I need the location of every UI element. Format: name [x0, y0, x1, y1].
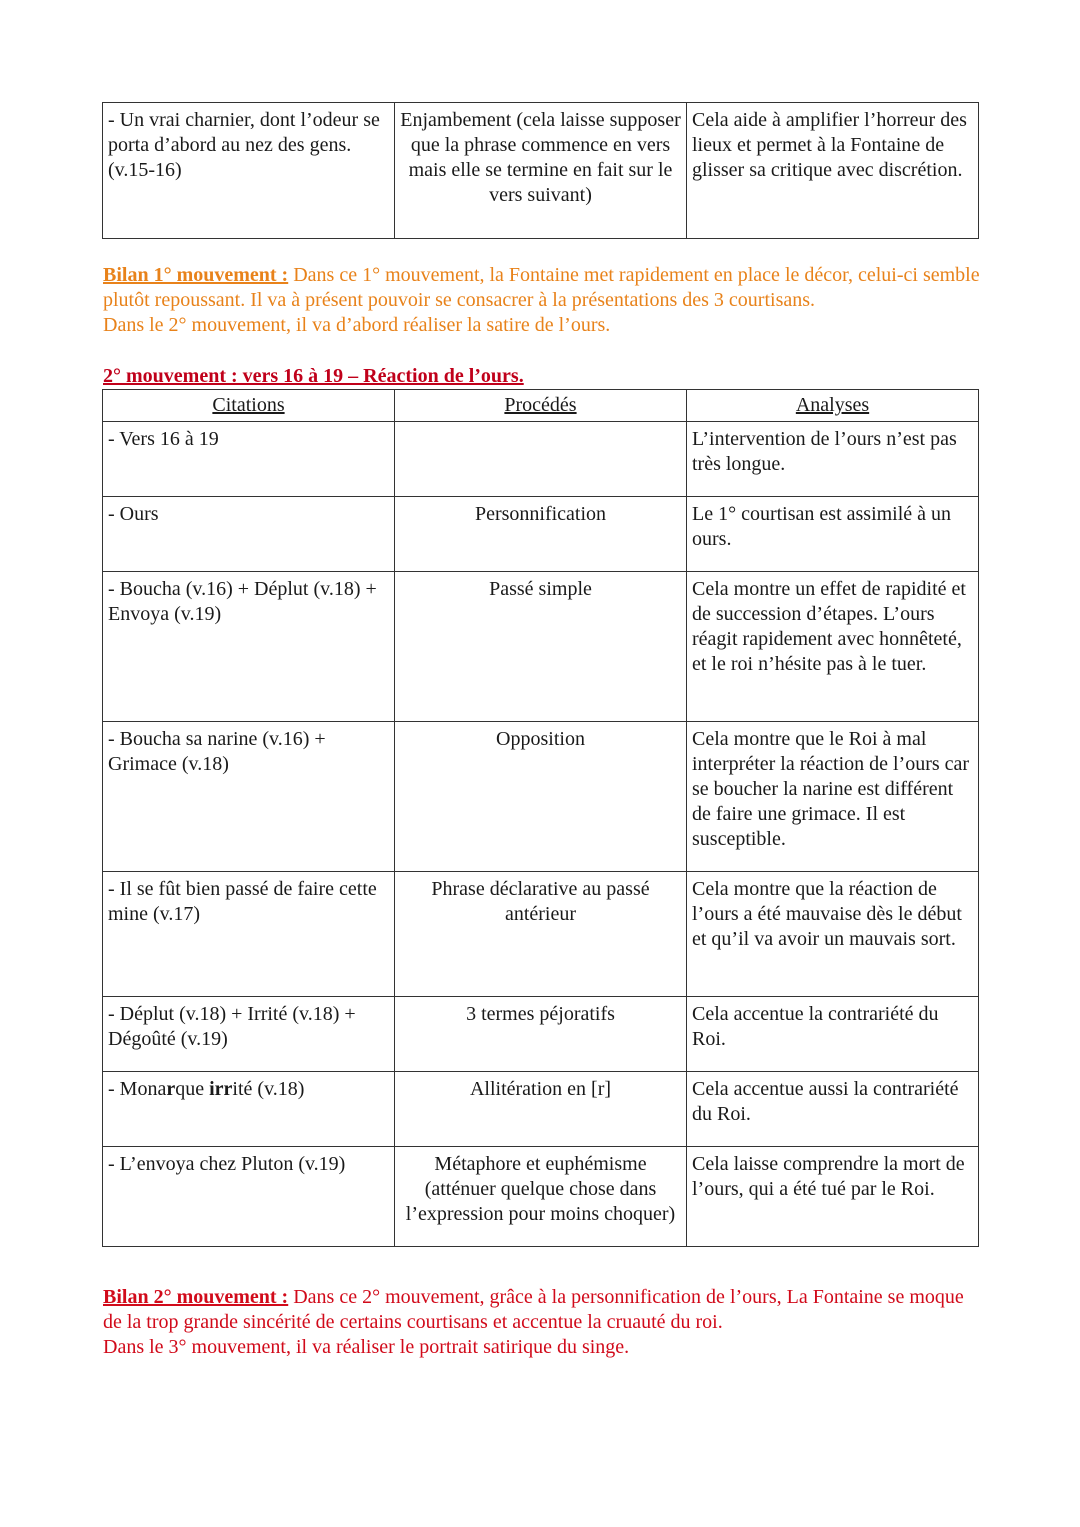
- procede-cell: Allitération en [r]: [395, 1072, 687, 1147]
- bilan1-lead: Bilan 1° mouvement :: [103, 264, 289, 286]
- table-movement1-end: [102, 102, 979, 239]
- table-row: [103, 572, 979, 722]
- section-title-movement2: 2° mouvement : vers 16 à 19 – Réaction de l’ours.: [103, 365, 524, 387]
- analyse-cell: Cela montre que le Roi à mal interpréter la réaction de l’ours car se boucher la narine est différent de faire une grimace. Il est susceptible.: [687, 722, 979, 872]
- header-procedes: Procédés: [395, 390, 687, 422]
- header-analyses: Analyses: [687, 390, 979, 422]
- bilan1-next: Dans le 2° mouvement, il va d’abord réaliser la satire de l’ours.: [103, 314, 611, 336]
- analyse-cell: Cela accentue la contrariété du Roi.: [687, 997, 979, 1072]
- table-row: [103, 1147, 979, 1247]
- bilan1-text: Dans ce 1° mouvement, la Fontaine met rapidement en place le décor, celui-ci semble plutôt repoussant. Il va à présent pouvoir se consacrer à la présentations des 3 courtisans.: [103, 264, 980, 311]
- procede-cell: 3 termes péjoratifs: [395, 997, 687, 1072]
- table-row: [103, 1072, 979, 1147]
- bilan-movement1: [103, 263, 983, 338]
- analyse-cell: Cela aide à amplifier l’horreur des lieux et permet à la Fontaine de glisser sa critique avec discrétion.: [687, 103, 979, 239]
- citation-cell: - Ours: [103, 497, 395, 572]
- citation-cell: - Vers 16 à 19: [103, 422, 395, 497]
- table-row: [103, 997, 979, 1072]
- procede-cell: Phrase déclarative au passé antérieur: [395, 872, 687, 997]
- citation-cell: - L’envoya chez Pluton (v.19): [103, 1147, 395, 1247]
- procede-cell: [395, 422, 687, 497]
- table-row: [103, 497, 979, 572]
- citation-cell: - Boucha (v.16) + Déplut (v.18) + Envoya (v.19): [103, 572, 395, 722]
- citation-cell: - Un vrai charnier, dont l’odeur se porta d’abord au nez des gens. (v.15-16): [103, 103, 395, 239]
- analyse-cell: Cela accentue aussi la contrariété du Roi.: [687, 1072, 979, 1147]
- table-row: [103, 722, 979, 872]
- table-row: [103, 103, 979, 239]
- header-citations: Citations: [103, 390, 395, 422]
- bilan-movement2: [103, 1285, 983, 1360]
- table-header-row: [103, 390, 979, 422]
- analyse-cell: Le 1° courtisan est assimilé à un ours.: [687, 497, 979, 572]
- analyse-cell: L’intervention de l’ours n’est pas très longue.: [687, 422, 979, 497]
- bilan2-next: Dans le 3° mouvement, il va réaliser le portrait satirique du singe.: [103, 1336, 630, 1358]
- procede-cell: Métaphore et euphémisme (atténuer quelque chose dans l’expression pour moins choquer): [395, 1147, 687, 1247]
- procede-cell: Opposition: [395, 722, 687, 872]
- procede-cell: Personnification: [395, 497, 687, 572]
- citation-cell: - Monarque irrité (v.18): [103, 1072, 395, 1147]
- table-movement2: [102, 389, 979, 1247]
- procede-cell: Enjambement (cela laisse supposer que la phrase commence en vers mais elle se termine en fait sur le vers suivant): [395, 103, 687, 239]
- bilan2-text: Dans ce 2° mouvement, grâce à la personnification de l’ours, La Fontaine se moque de la trop grande sincérité de certains courtisans et accentue la cruauté du roi.: [103, 1286, 964, 1333]
- procede-cell: Passé simple: [395, 572, 687, 722]
- citation-cell: - Il se fût bien passé de faire cette mine (v.17): [103, 872, 395, 997]
- bilan2-lead: Bilan 2° mouvement :: [103, 1286, 289, 1308]
- table-row: [103, 872, 979, 997]
- citation-cell: - Boucha sa narine (v.16) + Grimace (v.18): [103, 722, 395, 872]
- analyse-cell: Cela montre que la réaction de l’ours a été mauvaise dès le début et qu’il va avoir un mauvais sort.: [687, 872, 979, 997]
- citation-cell: - Déplut (v.18) + Irrité (v.18) + Dégoûté (v.19): [103, 997, 395, 1072]
- analyse-cell: Cela montre un effet de rapidité et de succession d’étapes. L’ours réagit rapidement avec honnêteté, et le roi n’hésite pas à le tuer.: [687, 572, 979, 722]
- analyse-cell: Cela laisse comprendre la mort de l’ours, qui a été tué par le Roi.: [687, 1147, 979, 1247]
- table-row: [103, 422, 979, 497]
